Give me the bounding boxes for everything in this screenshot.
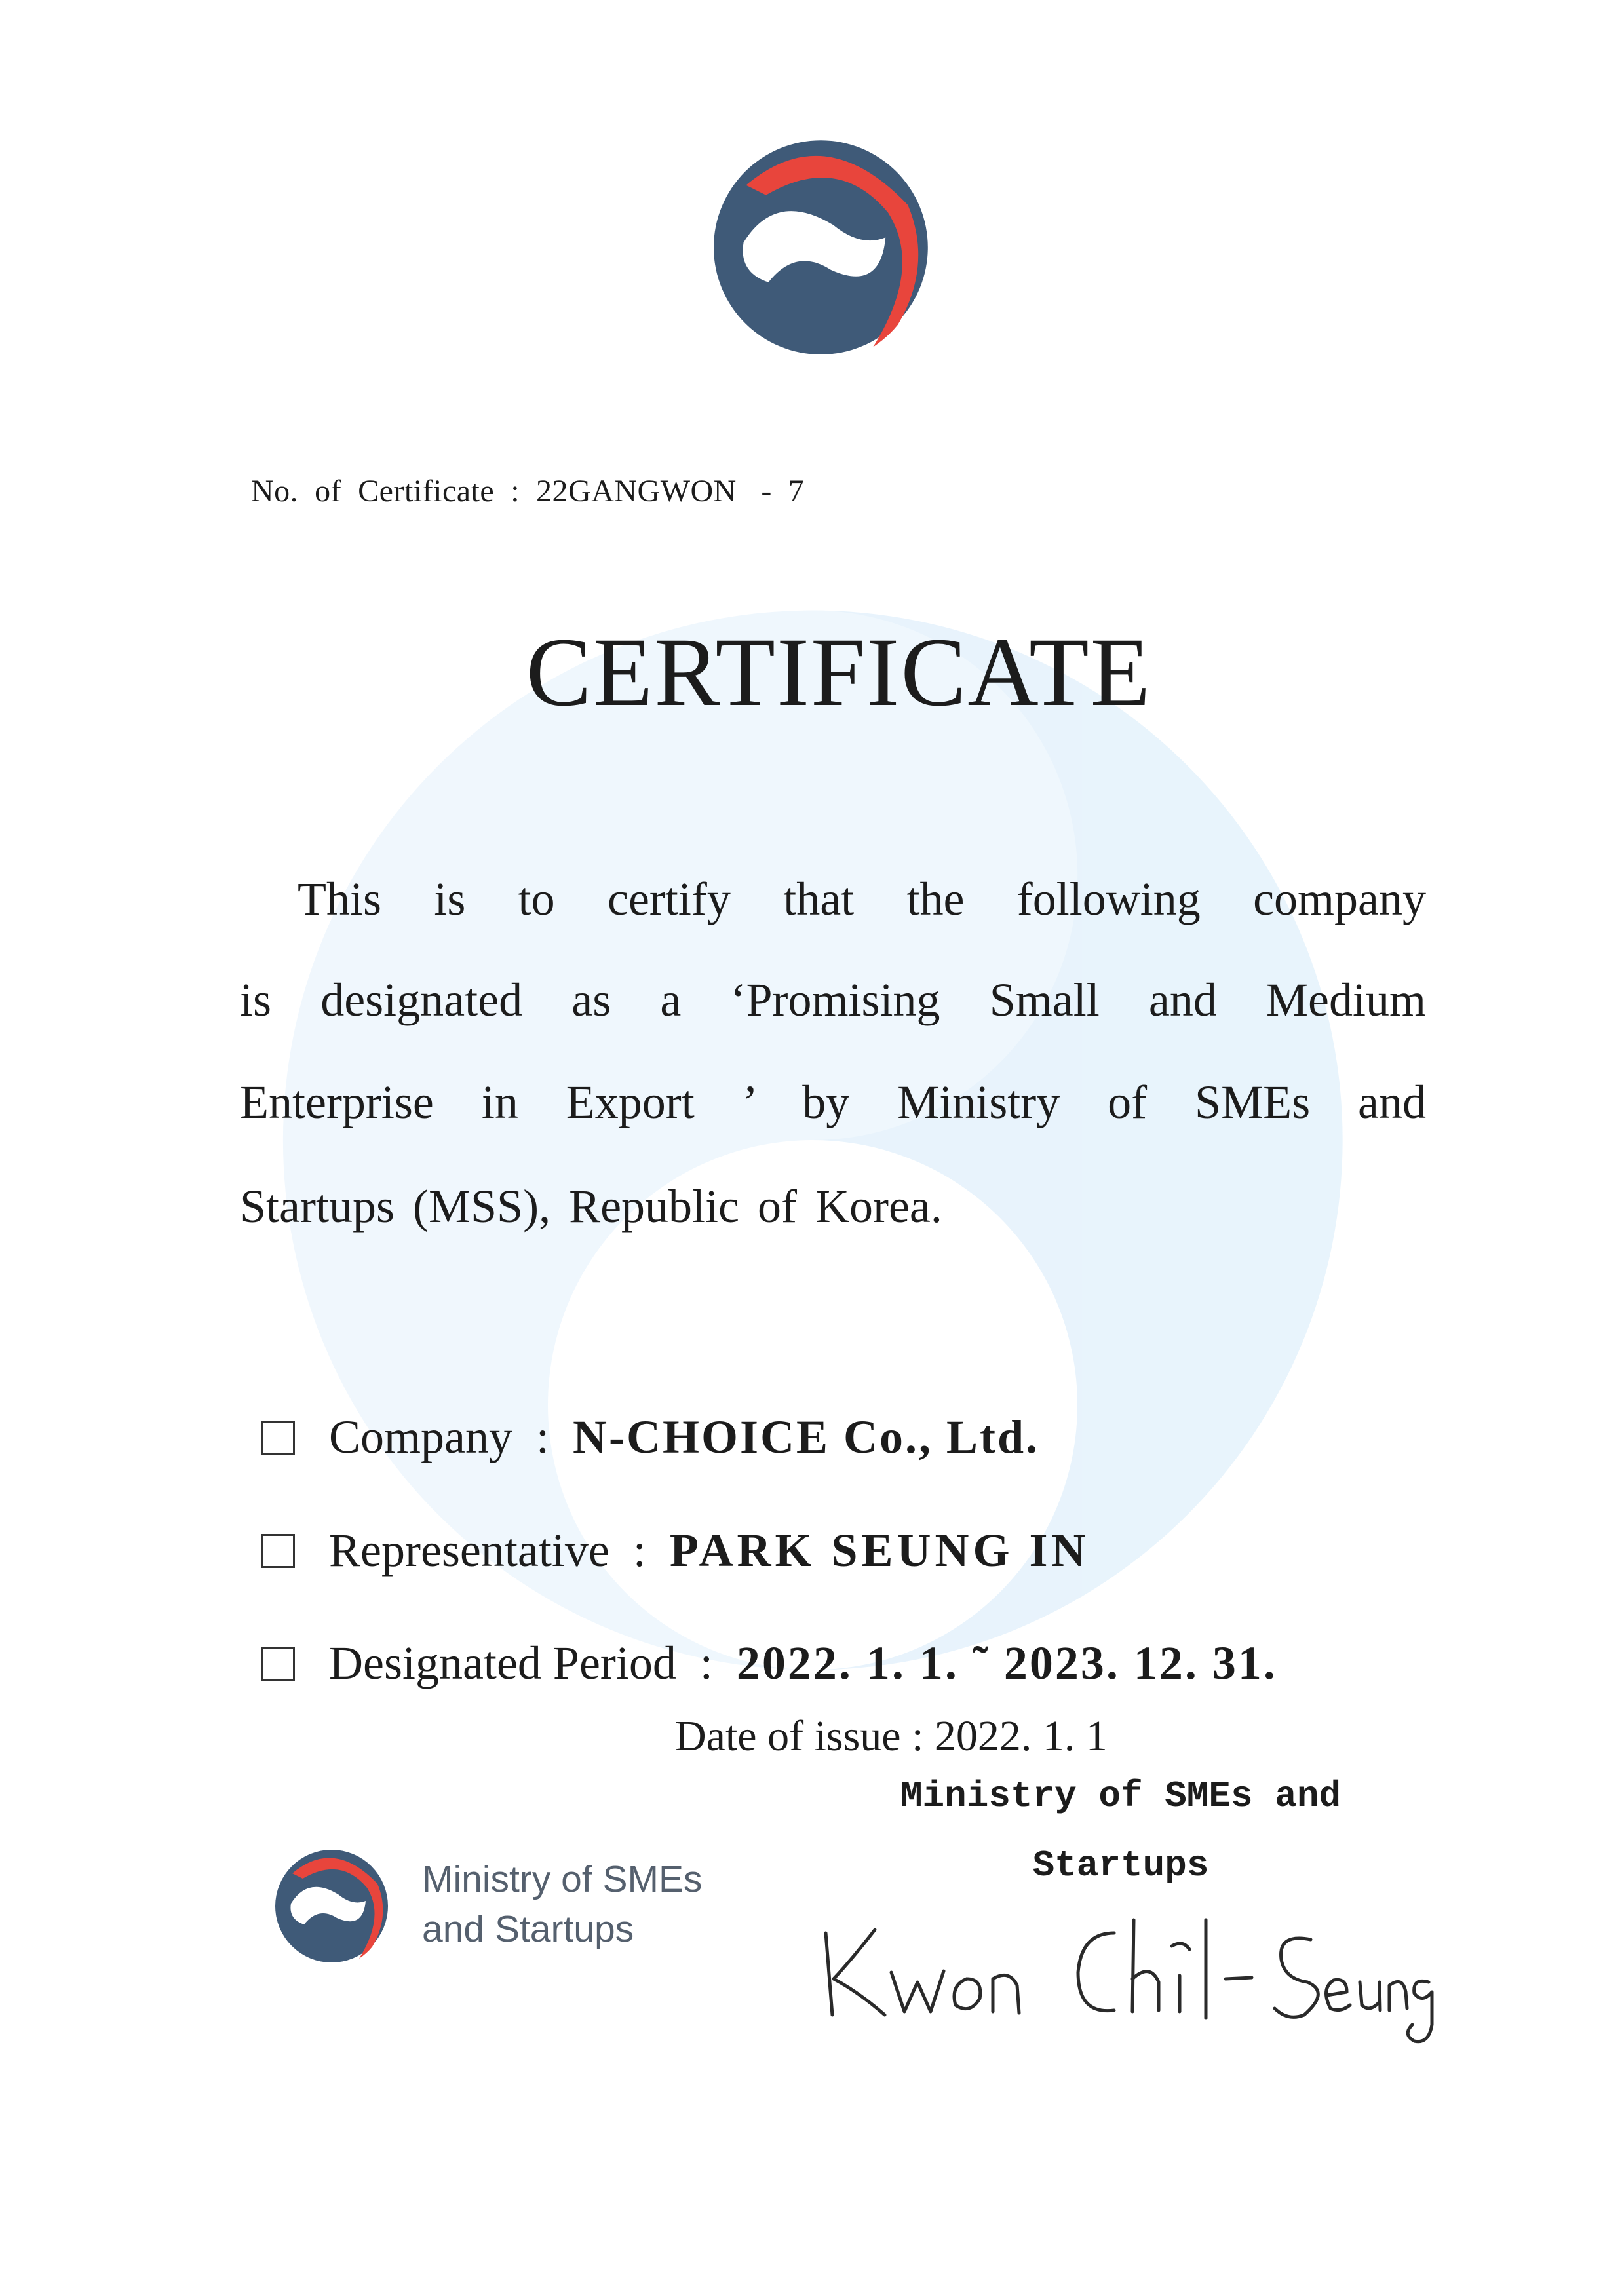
field-company (237, 1366, 1039, 1461)
certificate-number: No. of Certificate : 22GANGWON - 7 (251, 474, 805, 508)
field-label: Company : (329, 1411, 573, 1463)
ministry-logo-text: Ministry of SMEs and Startups (422, 1858, 703, 1950)
issuer-name: Ministry of SMEs and Startups (900, 1775, 1342, 1886)
field-value: N-CHOICE Co., Ltd. (573, 1411, 1040, 1463)
field-value: PARK SEUNG IN (669, 1524, 1090, 1577)
issue-date: Date of issue : 2022. 1. 1 (675, 1712, 1108, 1760)
body-line: This is to certify that the following company (298, 873, 1426, 925)
checkbox-icon (261, 1534, 295, 1568)
taegeuk-emblem-icon (269, 1838, 400, 1969)
field-designated-period (237, 1592, 1277, 1687)
body-line: Startups (MSS), Republic of Korea. (240, 1180, 942, 1233)
checkbox-icon (261, 1647, 295, 1681)
taegeuk-emblem-icon (701, 118, 950, 367)
field-representative (237, 1480, 1090, 1577)
checkbox-icon (261, 1421, 295, 1455)
body-line: Enterprise in Export ’ by Ministry of SMEs and (240, 1076, 1426, 1128)
signature (813, 1894, 1435, 2051)
field-value: 2022. 1. 1. ˜ 2023. 12. 31. (736, 1637, 1277, 1689)
body-line: is designated as a ‘Promising Small and Medium (240, 974, 1426, 1026)
field-label: Representative : (329, 1524, 670, 1577)
page-title: CERTIFICATE (526, 618, 1152, 727)
field-label: Designated Period : (329, 1637, 737, 1689)
